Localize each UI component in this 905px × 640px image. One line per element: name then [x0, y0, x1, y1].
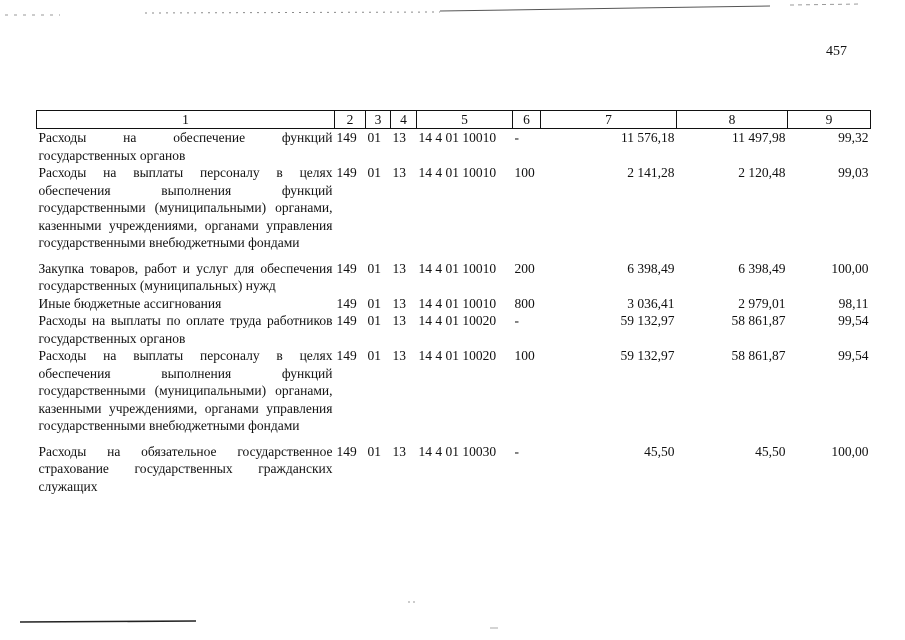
value-percent: 99,32 [838, 130, 869, 145]
code-section: 01 [367, 130, 381, 145]
table-row [37, 129, 871, 165]
column-number-row [37, 111, 871, 129]
table-row [37, 295, 871, 313]
value-planned: 59 132,97 [620, 313, 675, 328]
table-row [37, 164, 871, 252]
code-target: 14 4 01 10020 [418, 348, 497, 363]
value-percent: 99,54 [838, 313, 869, 328]
row-name: Расходы на обеспечение функций государственных органов [38, 130, 333, 163]
code-subsection: 13 [392, 165, 406, 180]
code-gl: 149 [336, 260, 357, 276]
code-subsection: 13 [392, 260, 406, 276]
scan-artifact-bottom [0, 600, 905, 640]
value-actual: 6 398,49 [738, 260, 786, 276]
code-expense-type: 100 [514, 165, 535, 180]
scan-artifact-top [0, 0, 905, 18]
code-section: 01 [367, 313, 381, 328]
table-row [37, 443, 871, 496]
row-name: Расходы на выплаты персоналу в целях обеспечения выполнения функций государственными (муниципальными) органами, казенными учреждениями, органами управления государственными внебюджетными фондами [38, 348, 333, 433]
row-name: Иные бюджетные ассигнования [38, 295, 222, 311]
code-gl: 149 [336, 295, 357, 311]
code-expense-type: - [514, 313, 519, 328]
code-gl: 149 [336, 130, 357, 145]
value-planned: 11 576,18 [621, 130, 675, 145]
code-section: 01 [367, 260, 381, 276]
page-number: 457 [826, 44, 847, 59]
table-body [37, 129, 871, 496]
value-planned: 3 036,41 [627, 295, 675, 311]
value-planned: 2 141,28 [627, 165, 675, 180]
code-target: 14 4 01 10010 [418, 295, 497, 311]
column-header: 8 [677, 111, 788, 129]
code-expense-type: 200 [514, 260, 535, 276]
code-subsection: 13 [392, 313, 406, 328]
row-gap [37, 252, 871, 260]
code-section: 01 [367, 443, 381, 459]
column-header: 1 [37, 111, 335, 129]
column-header: 4 [391, 111, 417, 129]
code-target: 14 4 01 10010 [418, 130, 497, 145]
code-expense-type: - [514, 130, 519, 145]
code-target: 14 4 01 10020 [418, 313, 497, 328]
column-header: 5 [417, 111, 513, 129]
code-section: 01 [367, 295, 381, 311]
value-planned: 59 132,97 [620, 348, 675, 363]
code-subsection: 13 [392, 130, 406, 145]
code-subsection: 13 [392, 443, 406, 459]
code-section: 01 [367, 348, 381, 363]
value-percent: 100,00 [831, 260, 869, 276]
column-header: 3 [366, 111, 391, 129]
value-percent: 99,54 [838, 348, 869, 363]
code-subsection: 13 [392, 348, 406, 363]
value-percent: 99,03 [838, 165, 869, 180]
budget-table [36, 110, 871, 495]
column-header: 2 [335, 111, 366, 129]
row-gap [37, 435, 871, 443]
code-section: 01 [367, 165, 381, 180]
code-gl: 149 [336, 313, 357, 328]
value-actual: 45,50 [755, 443, 786, 459]
column-header: 6 [513, 111, 541, 129]
value-actual: 2 979,01 [738, 295, 786, 311]
code-expense-type: 100 [514, 348, 535, 363]
row-name: Закупка товаров, работ и услуг для обеспечения государственных (муниципальных) нужд [38, 260, 333, 293]
column-header: 9 [788, 111, 871, 129]
row-name: Расходы на обязательное государственное страхование государственных гражданских служащих [38, 443, 333, 494]
value-percent: 98,11 [838, 295, 869, 311]
code-gl: 149 [336, 348, 357, 363]
value-actual: 2 120,48 [738, 165, 786, 180]
table-row [37, 260, 871, 295]
value-actual: 11 497,98 [732, 130, 786, 145]
table-row [37, 312, 871, 347]
code-target: 14 4 01 10010 [418, 260, 497, 276]
column-header: 7 [541, 111, 677, 129]
value-planned: 6 398,49 [627, 260, 675, 276]
code-gl: 149 [336, 165, 357, 180]
value-percent: 100,00 [831, 443, 869, 459]
code-expense-type: 800 [514, 295, 535, 311]
code-target: 14 4 01 10010 [418, 165, 497, 180]
table-row [37, 347, 871, 435]
value-actual: 58 861,87 [731, 313, 786, 328]
value-actual: 58 861,87 [731, 348, 786, 363]
code-subsection: 13 [392, 295, 406, 311]
code-target: 14 4 01 10030 [418, 443, 497, 459]
code-gl: 149 [336, 443, 357, 459]
code-expense-type: - [514, 443, 519, 459]
value-planned: 45,50 [644, 443, 675, 459]
row-name: Расходы на выплаты по оплате труда работников государственных органов [38, 313, 333, 346]
row-name: Расходы на выплаты персоналу в целях обеспечения выполнения функций государственными (муниципальными) органами, казенными учреждениями, органами управления государственными внебюджетными фондами [38, 165, 333, 250]
